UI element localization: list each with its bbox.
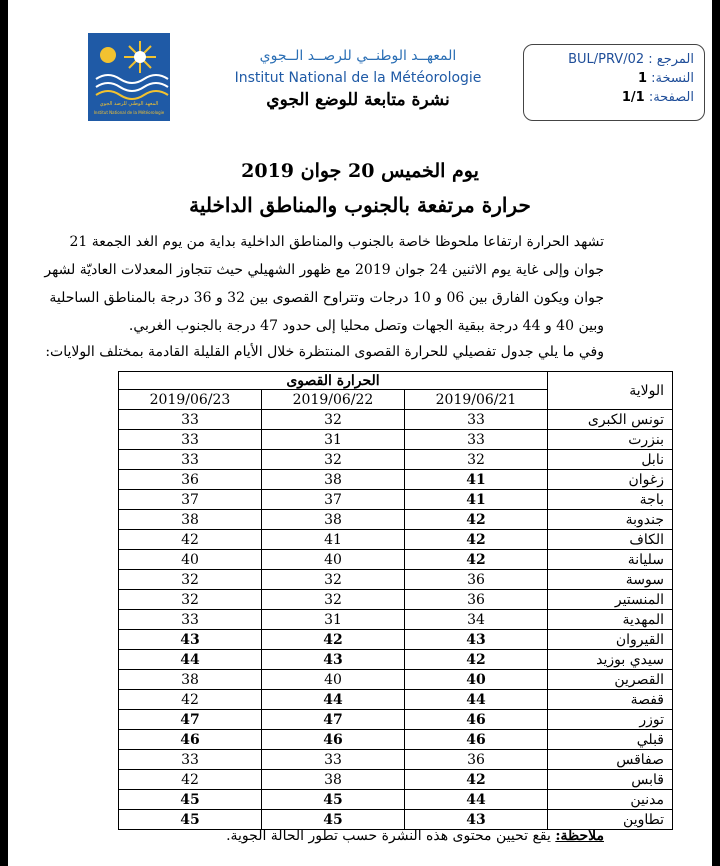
governorate-cell: مدنين bbox=[548, 790, 673, 810]
temperature-cell: 34 bbox=[405, 610, 548, 630]
temperature-cell: 41 bbox=[405, 490, 548, 510]
table-row bbox=[119, 750, 673, 770]
temperature-cell: 33 bbox=[405, 430, 548, 450]
inm-logo bbox=[88, 33, 170, 121]
note-text: يقع تحيين محتوى هذه النشرة حسب تطور الحالة الجوية. bbox=[226, 828, 556, 844]
governorate-cell: المهدية bbox=[548, 610, 673, 630]
temperature-cell: 42 bbox=[119, 530, 262, 550]
temperature-cell: 37 bbox=[262, 490, 405, 510]
page-line bbox=[622, 90, 694, 105]
bulletin-title: نشرة متابعة للوضع الجوي bbox=[266, 90, 450, 110]
institute-name-arabic: المعهــد الوطنــي للرصــد الــجوي bbox=[259, 48, 457, 64]
table-row bbox=[119, 430, 673, 450]
headline: حرارة مرتفعة بالجنوب والمناطق الداخلية bbox=[189, 193, 531, 217]
table-row bbox=[119, 630, 673, 650]
temperature-cell: 38 bbox=[119, 670, 262, 690]
temperature-cell: 32 bbox=[262, 590, 405, 610]
temperature-cell: 43 bbox=[405, 630, 548, 650]
table-row bbox=[119, 530, 673, 550]
header-date: 2019/06/22 bbox=[262, 390, 405, 410]
temperature-cell: 42 bbox=[405, 510, 548, 530]
temperature-cell: 33 bbox=[119, 430, 262, 450]
temperature-cell: 40 bbox=[262, 550, 405, 570]
header-date: 2019/06/21 bbox=[405, 390, 548, 410]
temperature-cell: 41 bbox=[262, 530, 405, 550]
temperature-cell: 40 bbox=[405, 670, 548, 690]
temperature-cell: 44 bbox=[405, 790, 548, 810]
temperature-cell: 44 bbox=[405, 690, 548, 710]
temperature-cell: 46 bbox=[262, 730, 405, 750]
temperature-cell: 47 bbox=[119, 710, 262, 730]
table-row bbox=[119, 490, 673, 510]
table-row bbox=[119, 590, 673, 610]
temperature-cell: 44 bbox=[262, 690, 405, 710]
temperature-cell: 45 bbox=[119, 790, 262, 810]
governorate-cell: صفاقس bbox=[548, 750, 673, 770]
governorate-cell: باجة bbox=[548, 490, 673, 510]
copy-value: 1 bbox=[637, 71, 648, 86]
temperature-cell: 38 bbox=[262, 510, 405, 530]
table-row bbox=[119, 470, 673, 490]
temperature-cell: 32 bbox=[262, 570, 405, 590]
temperature-cell: 42 bbox=[262, 630, 405, 650]
table-row bbox=[119, 570, 673, 590]
bulletin-page bbox=[8, 0, 712, 866]
table-row bbox=[119, 730, 673, 750]
governorate-cell: تطاوين bbox=[548, 810, 673, 830]
table-row bbox=[119, 510, 673, 530]
table-row bbox=[119, 610, 673, 630]
table-row bbox=[119, 770, 673, 790]
temperature-cell: 47 bbox=[262, 710, 405, 730]
governorate-cell: نابل bbox=[548, 450, 673, 470]
note-label: ملاحظة: bbox=[555, 828, 604, 844]
table-row bbox=[119, 550, 673, 570]
table-row bbox=[119, 810, 673, 830]
page-label: الصفحة: bbox=[648, 90, 694, 105]
temperature-cell: 42 bbox=[405, 650, 548, 670]
governorate-cell: زغوان bbox=[548, 470, 673, 490]
copy-line bbox=[638, 71, 694, 86]
table-row bbox=[119, 690, 673, 710]
governorate-cell: سوسة bbox=[548, 570, 673, 590]
institute-name-french: Institut National de la Météorologie bbox=[234, 70, 482, 86]
temperature-cell: 32 bbox=[119, 590, 262, 610]
temperature-cell: 33 bbox=[262, 750, 405, 770]
governorate-cell: القيروان bbox=[548, 630, 673, 650]
temperature-cell: 33 bbox=[119, 410, 262, 430]
temperature-cell: 36 bbox=[119, 470, 262, 490]
paragraph-line: جوان وإلى غاية يوم الاثنين 24 جوان 2019 مع ظهور الشهيلي حيث تتجاوز المعدلات العاديّة لشهر bbox=[44, 262, 604, 278]
temperature-cell: 43 bbox=[262, 650, 405, 670]
table-row bbox=[119, 450, 673, 470]
temperature-cell: 46 bbox=[405, 710, 548, 730]
temperature-cell: 42 bbox=[405, 550, 548, 570]
temperature-cell: 43 bbox=[405, 810, 548, 830]
reference-label: المرجع : bbox=[648, 52, 694, 67]
header-governorate: الولاية bbox=[548, 372, 673, 410]
temperature-cell: 42 bbox=[119, 770, 262, 790]
logo-caption-fr: Institut National de la Météorologie bbox=[93, 110, 165, 115]
copy-label: النسخة: bbox=[651, 71, 694, 86]
temperature-cell: 42 bbox=[119, 690, 262, 710]
temperature-cell: 40 bbox=[119, 550, 262, 570]
temperature-cell: 43 bbox=[119, 630, 262, 650]
logo-caption-ar: المعهد الوطني للرصد الجوي bbox=[99, 101, 159, 107]
temperature-cell: 36 bbox=[405, 570, 548, 590]
temperature-cell: 32 bbox=[119, 570, 262, 590]
paragraph-line: تشهد الحرارة ارتفاعا ملحوظا خاصة بالجنوب والمناطق الداخلية بداية من يوم الغد الجمعة 21 bbox=[69, 234, 604, 250]
governorate-cell: بنزرت bbox=[548, 430, 673, 450]
temperature-cell: 38 bbox=[262, 470, 405, 490]
temperature-cell: 38 bbox=[262, 770, 405, 790]
temperature-cell: 41 bbox=[405, 470, 548, 490]
governorate-cell: قبلي bbox=[548, 730, 673, 750]
temperature-cell: 42 bbox=[405, 770, 548, 790]
governorate-cell: المنستير bbox=[548, 590, 673, 610]
governorate-cell: سليانة bbox=[548, 550, 673, 570]
reference-value: BUL/PRV/02 bbox=[568, 52, 645, 67]
temperature-cell: 33 bbox=[119, 450, 262, 470]
temperature-cell: 36 bbox=[405, 590, 548, 610]
paragraph-line: جوان ويكون الفارق بين 06 و 10 درجات وتتراوح القصوى بين 32 و 36 درجة بالمناطق الساحلية bbox=[49, 290, 604, 306]
governorate-cell: القصرين bbox=[548, 670, 673, 690]
temperature-cell: 46 bbox=[405, 730, 548, 750]
reference-box bbox=[523, 44, 705, 121]
temperature-cell: 31 bbox=[262, 610, 405, 630]
temperature-cell: 31 bbox=[262, 430, 405, 450]
page-value: 1/1 bbox=[621, 90, 645, 105]
governorate-cell: جندوبة bbox=[548, 510, 673, 530]
temperature-cell: 32 bbox=[405, 450, 548, 470]
temperature-cell: 38 bbox=[119, 510, 262, 530]
temperature-cell: 32 bbox=[262, 410, 405, 430]
temperature-cell: 33 bbox=[119, 750, 262, 770]
reference-line bbox=[568, 52, 694, 67]
table-row bbox=[119, 410, 673, 430]
temperature-cell: 45 bbox=[262, 810, 405, 830]
temperature-cell: 44 bbox=[119, 650, 262, 670]
temperature-cell: 45 bbox=[119, 810, 262, 830]
table-intro: وفي ما يلي جدول تفصيلي للحرارة القصوى المنتظرة خلال الأيام القليلة القادمة بمختلف الولايات: bbox=[45, 344, 604, 360]
max-temperature-table bbox=[118, 371, 673, 830]
temperature-cell: 33 bbox=[119, 610, 262, 630]
governorate-cell: سيدي بوزيد bbox=[548, 650, 673, 670]
table-row bbox=[119, 650, 673, 670]
header-max-temperature: الحرارة القصوى bbox=[119, 372, 548, 390]
temperature-cell: 37 bbox=[119, 490, 262, 510]
paragraph-line: وبين 40 و 44 درجة ببقية الجهات وتصل محليا إلى حدود 47 درجة بالجنوب الغربي. bbox=[128, 318, 604, 334]
temperature-cell: 45 bbox=[262, 790, 405, 810]
temperature-cell: 40 bbox=[262, 670, 405, 690]
header-date: 2019/06/23 bbox=[119, 390, 262, 410]
bulletin-date: يوم الخميس 20 جوان 2019 bbox=[241, 160, 479, 182]
table-row bbox=[119, 670, 673, 690]
table-row bbox=[119, 710, 673, 730]
temperature-cell: 46 bbox=[119, 730, 262, 750]
table-row bbox=[119, 790, 673, 810]
temperature-cell: 33 bbox=[405, 410, 548, 430]
table-body bbox=[119, 410, 673, 830]
governorate-cell: قفصة bbox=[548, 690, 673, 710]
governorate-cell: قابس bbox=[548, 770, 673, 790]
governorate-cell: تونس الكبرى bbox=[548, 410, 673, 430]
temperature-cell: 36 bbox=[405, 750, 548, 770]
note bbox=[226, 828, 604, 844]
temperature-cell: 42 bbox=[405, 530, 548, 550]
temperature-cell: 32 bbox=[262, 450, 405, 470]
governorate-cell: الكاف bbox=[548, 530, 673, 550]
governorate-cell: توزر bbox=[548, 710, 673, 730]
